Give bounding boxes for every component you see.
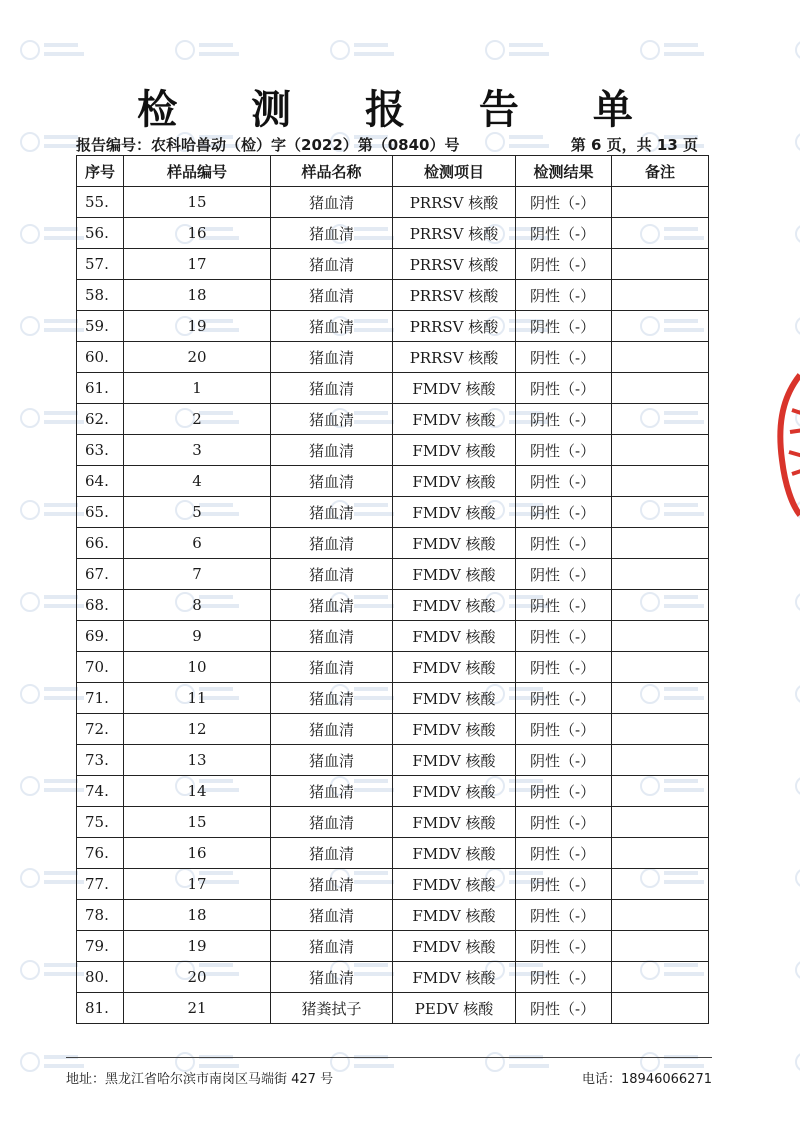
cell-sample-id: 18 (124, 280, 271, 311)
cell-sample-id: 4 (124, 466, 271, 497)
cell-sample-name: 猪血清 (271, 838, 393, 869)
col-header-test-item: 检测项目 (393, 156, 516, 187)
cell-seq: 64. (77, 466, 124, 497)
cell-sample-name: 猪血清 (271, 621, 393, 652)
cell-result: 阴性（-） (516, 869, 612, 900)
cell-result: 阴性（-） (516, 683, 612, 714)
cell-test-item: FMDV 核酸 (393, 621, 516, 652)
table-row (77, 714, 709, 745)
cell-remarks (612, 311, 709, 342)
cell-sample-name: 猪血清 (271, 249, 393, 280)
cell-sample-id: 13 (124, 745, 271, 776)
cell-sample-name: 猪血清 (271, 714, 393, 745)
cell-remarks (612, 745, 709, 776)
institute-logo-watermark-icon (21, 593, 84, 611)
cell-result: 阴性（-） (516, 497, 612, 528)
cell-sample-name: 猪血清 (271, 962, 393, 993)
cell-seq: 62. (77, 404, 124, 435)
cell-result: 阴性（-） (516, 435, 612, 466)
cell-remarks (612, 993, 709, 1024)
cell-sample-id: 8 (124, 590, 271, 621)
table-row (77, 745, 709, 776)
cell-sample-name: 猪血清 (271, 528, 393, 559)
table-row (77, 652, 709, 683)
institute-logo-watermark-icon (796, 1053, 800, 1071)
footer-address: 地址：黑龙江省哈尔滨市南岗区马端街 427 号 (66, 1072, 334, 1087)
cell-test-item: FMDV 核酸 (393, 714, 516, 745)
col-header-remarks: 备注 (612, 156, 709, 187)
cell-test-item: PRRSV 核酸 (393, 187, 516, 218)
cell-sample-name: 猪血清 (271, 280, 393, 311)
cell-sample-name: 猪血清 (271, 187, 393, 218)
cell-seq: 55. (77, 187, 124, 218)
institute-logo-watermark-icon (796, 593, 800, 611)
table-row (77, 590, 709, 621)
institute-logo-watermark-icon (21, 869, 84, 887)
institute-logo-watermark-icon (796, 869, 800, 887)
cell-result: 阴性（-） (516, 311, 612, 342)
institute-logo-watermark-icon (796, 777, 800, 795)
cell-test-item: FMDV 核酸 (393, 838, 516, 869)
cell-test-item: FMDV 核酸 (393, 962, 516, 993)
cell-test-item: FMDV 核酸 (393, 528, 516, 559)
cell-seq: 77. (77, 869, 124, 900)
table-row (77, 218, 709, 249)
cell-sample-name: 猪血清 (271, 776, 393, 807)
cell-result: 阴性（-） (516, 714, 612, 745)
cell-sample-id: 15 (124, 807, 271, 838)
cell-sample-name: 猪血清 (271, 342, 393, 373)
cell-sample-id: 17 (124, 869, 271, 900)
cell-result: 阴性（-） (516, 993, 612, 1024)
cell-remarks (612, 869, 709, 900)
institute-logo-watermark-icon (21, 961, 84, 979)
cell-sample-id: 18 (124, 900, 271, 931)
cell-test-item: FMDV 核酸 (393, 900, 516, 931)
red-seal-stamp-icon (770, 370, 800, 520)
table-row (77, 373, 709, 404)
table-row (77, 466, 709, 497)
cell-seq: 57. (77, 249, 124, 280)
col-header-sample-name: 样品名称 (271, 156, 393, 187)
cell-result: 阴性（-） (516, 745, 612, 776)
cell-test-item: FMDV 核酸 (393, 559, 516, 590)
cell-remarks (612, 962, 709, 993)
table-row (77, 993, 709, 1024)
cell-test-item: FMDV 核酸 (393, 745, 516, 776)
col-header-sample-id: 样品编号 (124, 156, 271, 187)
cell-sample-id: 6 (124, 528, 271, 559)
table-header-row (77, 156, 709, 187)
table-row (77, 404, 709, 435)
cell-test-item: FMDV 核酸 (393, 869, 516, 900)
table-row (77, 869, 709, 900)
cell-remarks (612, 342, 709, 373)
table-row (77, 435, 709, 466)
cell-sample-name: 猪血清 (271, 869, 393, 900)
table-row (77, 497, 709, 528)
cell-test-item: FMDV 核酸 (393, 931, 516, 962)
cell-sample-name: 猪血清 (271, 466, 393, 497)
cell-test-item: FMDV 核酸 (393, 590, 516, 621)
institute-logo-watermark-icon (486, 133, 549, 151)
cell-seq: 69. (77, 621, 124, 652)
cell-remarks (612, 900, 709, 931)
cell-test-item: FMDV 核酸 (393, 652, 516, 683)
cell-sample-id: 17 (124, 249, 271, 280)
table-row (77, 528, 709, 559)
cell-sample-id: 2 (124, 404, 271, 435)
cell-result: 阴性（-） (516, 931, 612, 962)
cell-remarks (612, 435, 709, 466)
cell-test-item: FMDV 核酸 (393, 466, 516, 497)
institute-logo-watermark-icon (796, 133, 800, 151)
page-indicator: 第 6 页，共 13 页 (570, 136, 698, 154)
cell-result: 阴性（-） (516, 249, 612, 280)
table-row (77, 900, 709, 931)
cell-seq: 71. (77, 683, 124, 714)
cell-test-item: PRRSV 核酸 (393, 342, 516, 373)
cell-seq: 58. (77, 280, 124, 311)
table-row (77, 776, 709, 807)
cell-remarks (612, 280, 709, 311)
cell-sample-id: 20 (124, 342, 271, 373)
cell-remarks (612, 187, 709, 218)
cell-sample-name: 猪血清 (271, 559, 393, 590)
col-header-result: 检测结果 (516, 156, 612, 187)
cell-sample-id: 11 (124, 683, 271, 714)
table-row (77, 931, 709, 962)
cell-sample-name: 猪血清 (271, 218, 393, 249)
institute-logo-watermark-icon (21, 501, 84, 519)
cell-test-item: PRRSV 核酸 (393, 311, 516, 342)
cell-result: 阴性（-） (516, 900, 612, 931)
cell-remarks (612, 466, 709, 497)
cell-test-item: PEDV 核酸 (393, 993, 516, 1024)
institute-logo-watermark-icon (796, 225, 800, 243)
cell-test-item: FMDV 核酸 (393, 683, 516, 714)
cell-remarks (612, 807, 709, 838)
footer-divider (66, 1057, 712, 1058)
cell-sample-name: 猪血清 (271, 931, 393, 962)
cell-seq: 73. (77, 745, 124, 776)
cell-seq: 59. (77, 311, 124, 342)
cell-remarks (612, 218, 709, 249)
cell-result: 阴性（-） (516, 528, 612, 559)
col-header-seq: 序号 (77, 156, 124, 187)
cell-sample-id: 21 (124, 993, 271, 1024)
cell-sample-id: 9 (124, 621, 271, 652)
cell-sample-id: 19 (124, 931, 271, 962)
cell-sample-id: 14 (124, 776, 271, 807)
cell-sample-name: 猪血清 (271, 807, 393, 838)
cell-seq: 74. (77, 776, 124, 807)
table-row (77, 621, 709, 652)
cell-seq: 72. (77, 714, 124, 745)
cell-test-item: FMDV 核酸 (393, 435, 516, 466)
cell-seq: 63. (77, 435, 124, 466)
table-row (77, 187, 709, 218)
cell-test-item: PRRSV 核酸 (393, 280, 516, 311)
cell-result: 阴性（-） (516, 807, 612, 838)
footer-phone: 电话：18946066271 (582, 1072, 712, 1087)
cell-result: 阴性（-） (516, 218, 612, 249)
cell-sample-id: 16 (124, 218, 271, 249)
cell-sample-name: 猪血清 (271, 900, 393, 931)
cell-sample-id: 16 (124, 838, 271, 869)
cell-remarks (612, 714, 709, 745)
cell-sample-name: 猪血清 (271, 745, 393, 776)
cell-sample-name: 猪血清 (271, 404, 393, 435)
cell-sample-id: 3 (124, 435, 271, 466)
cell-sample-name: 猪血清 (271, 683, 393, 714)
cell-remarks (612, 621, 709, 652)
cell-result: 阴性（-） (516, 590, 612, 621)
report-number: 报告编号：农科哈兽动（检）字（2022）第（0840）号 (76, 136, 460, 154)
cell-sample-name: 猪血清 (271, 652, 393, 683)
cell-sample-name: 猪血清 (271, 590, 393, 621)
cell-seq: 75. (77, 807, 124, 838)
cell-sample-name: 猪血清 (271, 373, 393, 404)
cell-result: 阴性（-） (516, 342, 612, 373)
cell-seq: 67. (77, 559, 124, 590)
cell-sample-name: 猪血清 (271, 497, 393, 528)
table-row (77, 342, 709, 373)
cell-result: 阴性（-） (516, 559, 612, 590)
cell-test-item: FMDV 核酸 (393, 404, 516, 435)
cell-seq: 65. (77, 497, 124, 528)
cell-seq: 70. (77, 652, 124, 683)
cell-sample-id: 7 (124, 559, 271, 590)
institute-logo-watermark-icon (21, 41, 84, 59)
institute-logo-watermark-icon (486, 1053, 549, 1071)
cell-remarks (612, 404, 709, 435)
cell-seq: 78. (77, 900, 124, 931)
table-row (77, 838, 709, 869)
cell-seq: 76. (77, 838, 124, 869)
cell-result: 阴性（-） (516, 652, 612, 683)
cell-sample-id: 20 (124, 962, 271, 993)
cell-test-item: PRRSV 核酸 (393, 249, 516, 280)
institute-logo-watermark-icon (331, 41, 394, 59)
cell-test-item: PRRSV 核酸 (393, 218, 516, 249)
institute-logo-watermark-icon (796, 685, 800, 703)
cell-result: 阴性（-） (516, 404, 612, 435)
cell-remarks (612, 683, 709, 714)
institute-logo-watermark-icon (641, 41, 704, 59)
cell-remarks (612, 497, 709, 528)
institute-logo-watermark-icon (796, 41, 800, 59)
cell-sample-name: 猪血清 (271, 435, 393, 466)
institute-logo-watermark-icon (21, 777, 84, 795)
institute-logo-watermark-icon (21, 317, 84, 335)
cell-result: 阴性（-） (516, 776, 612, 807)
cell-remarks (612, 652, 709, 683)
institute-logo-watermark-icon (176, 41, 239, 59)
institute-logo-watermark-icon (486, 41, 549, 59)
cell-test-item: FMDV 核酸 (393, 373, 516, 404)
cell-test-item: FMDV 核酸 (393, 776, 516, 807)
table-row (77, 311, 709, 342)
cell-seq: 60. (77, 342, 124, 373)
cell-seq: 79. (77, 931, 124, 962)
results-table (76, 155, 709, 1024)
institute-logo-watermark-icon (331, 1053, 394, 1071)
page-title: 检 测 报 告 单 (137, 87, 663, 133)
cell-remarks (612, 528, 709, 559)
institute-logo-watermark-icon (796, 317, 800, 335)
cell-seq: 81. (77, 993, 124, 1024)
cell-remarks (612, 249, 709, 280)
cell-result: 阴性（-） (516, 621, 612, 652)
cell-sample-id: 15 (124, 187, 271, 218)
cell-seq: 56. (77, 218, 124, 249)
cell-seq: 66. (77, 528, 124, 559)
cell-result: 阴性（-） (516, 187, 612, 218)
cell-test-item: FMDV 核酸 (393, 807, 516, 838)
cell-sample-id: 5 (124, 497, 271, 528)
cell-sample-id: 12 (124, 714, 271, 745)
cell-remarks (612, 559, 709, 590)
cell-test-item: FMDV 核酸 (393, 497, 516, 528)
cell-result: 阴性（-） (516, 373, 612, 404)
table-row (77, 559, 709, 590)
table-row (77, 683, 709, 714)
cell-remarks (612, 373, 709, 404)
cell-sample-name: 猪血清 (271, 311, 393, 342)
cell-sample-name: 猪粪拭子 (271, 993, 393, 1024)
table-row (77, 280, 709, 311)
institute-logo-watermark-icon (21, 409, 84, 427)
institute-logo-watermark-icon (21, 225, 84, 243)
table-row (77, 962, 709, 993)
cell-result: 阴性（-） (516, 838, 612, 869)
table-row (77, 249, 709, 280)
cell-remarks (612, 776, 709, 807)
cell-sample-id: 1 (124, 373, 271, 404)
cell-seq: 80. (77, 962, 124, 993)
cell-seq: 68. (77, 590, 124, 621)
table-row (77, 807, 709, 838)
institute-logo-watermark-icon (21, 685, 84, 703)
cell-sample-id: 10 (124, 652, 271, 683)
cell-remarks (612, 838, 709, 869)
institute-logo-watermark-icon (796, 961, 800, 979)
cell-seq: 61. (77, 373, 124, 404)
institute-logo-watermark-icon (21, 133, 84, 151)
cell-result: 阴性（-） (516, 280, 612, 311)
cell-result: 阴性（-） (516, 466, 612, 497)
cell-result: 阴性（-） (516, 962, 612, 993)
cell-sample-id: 19 (124, 311, 271, 342)
cell-remarks (612, 590, 709, 621)
cell-remarks (612, 931, 709, 962)
